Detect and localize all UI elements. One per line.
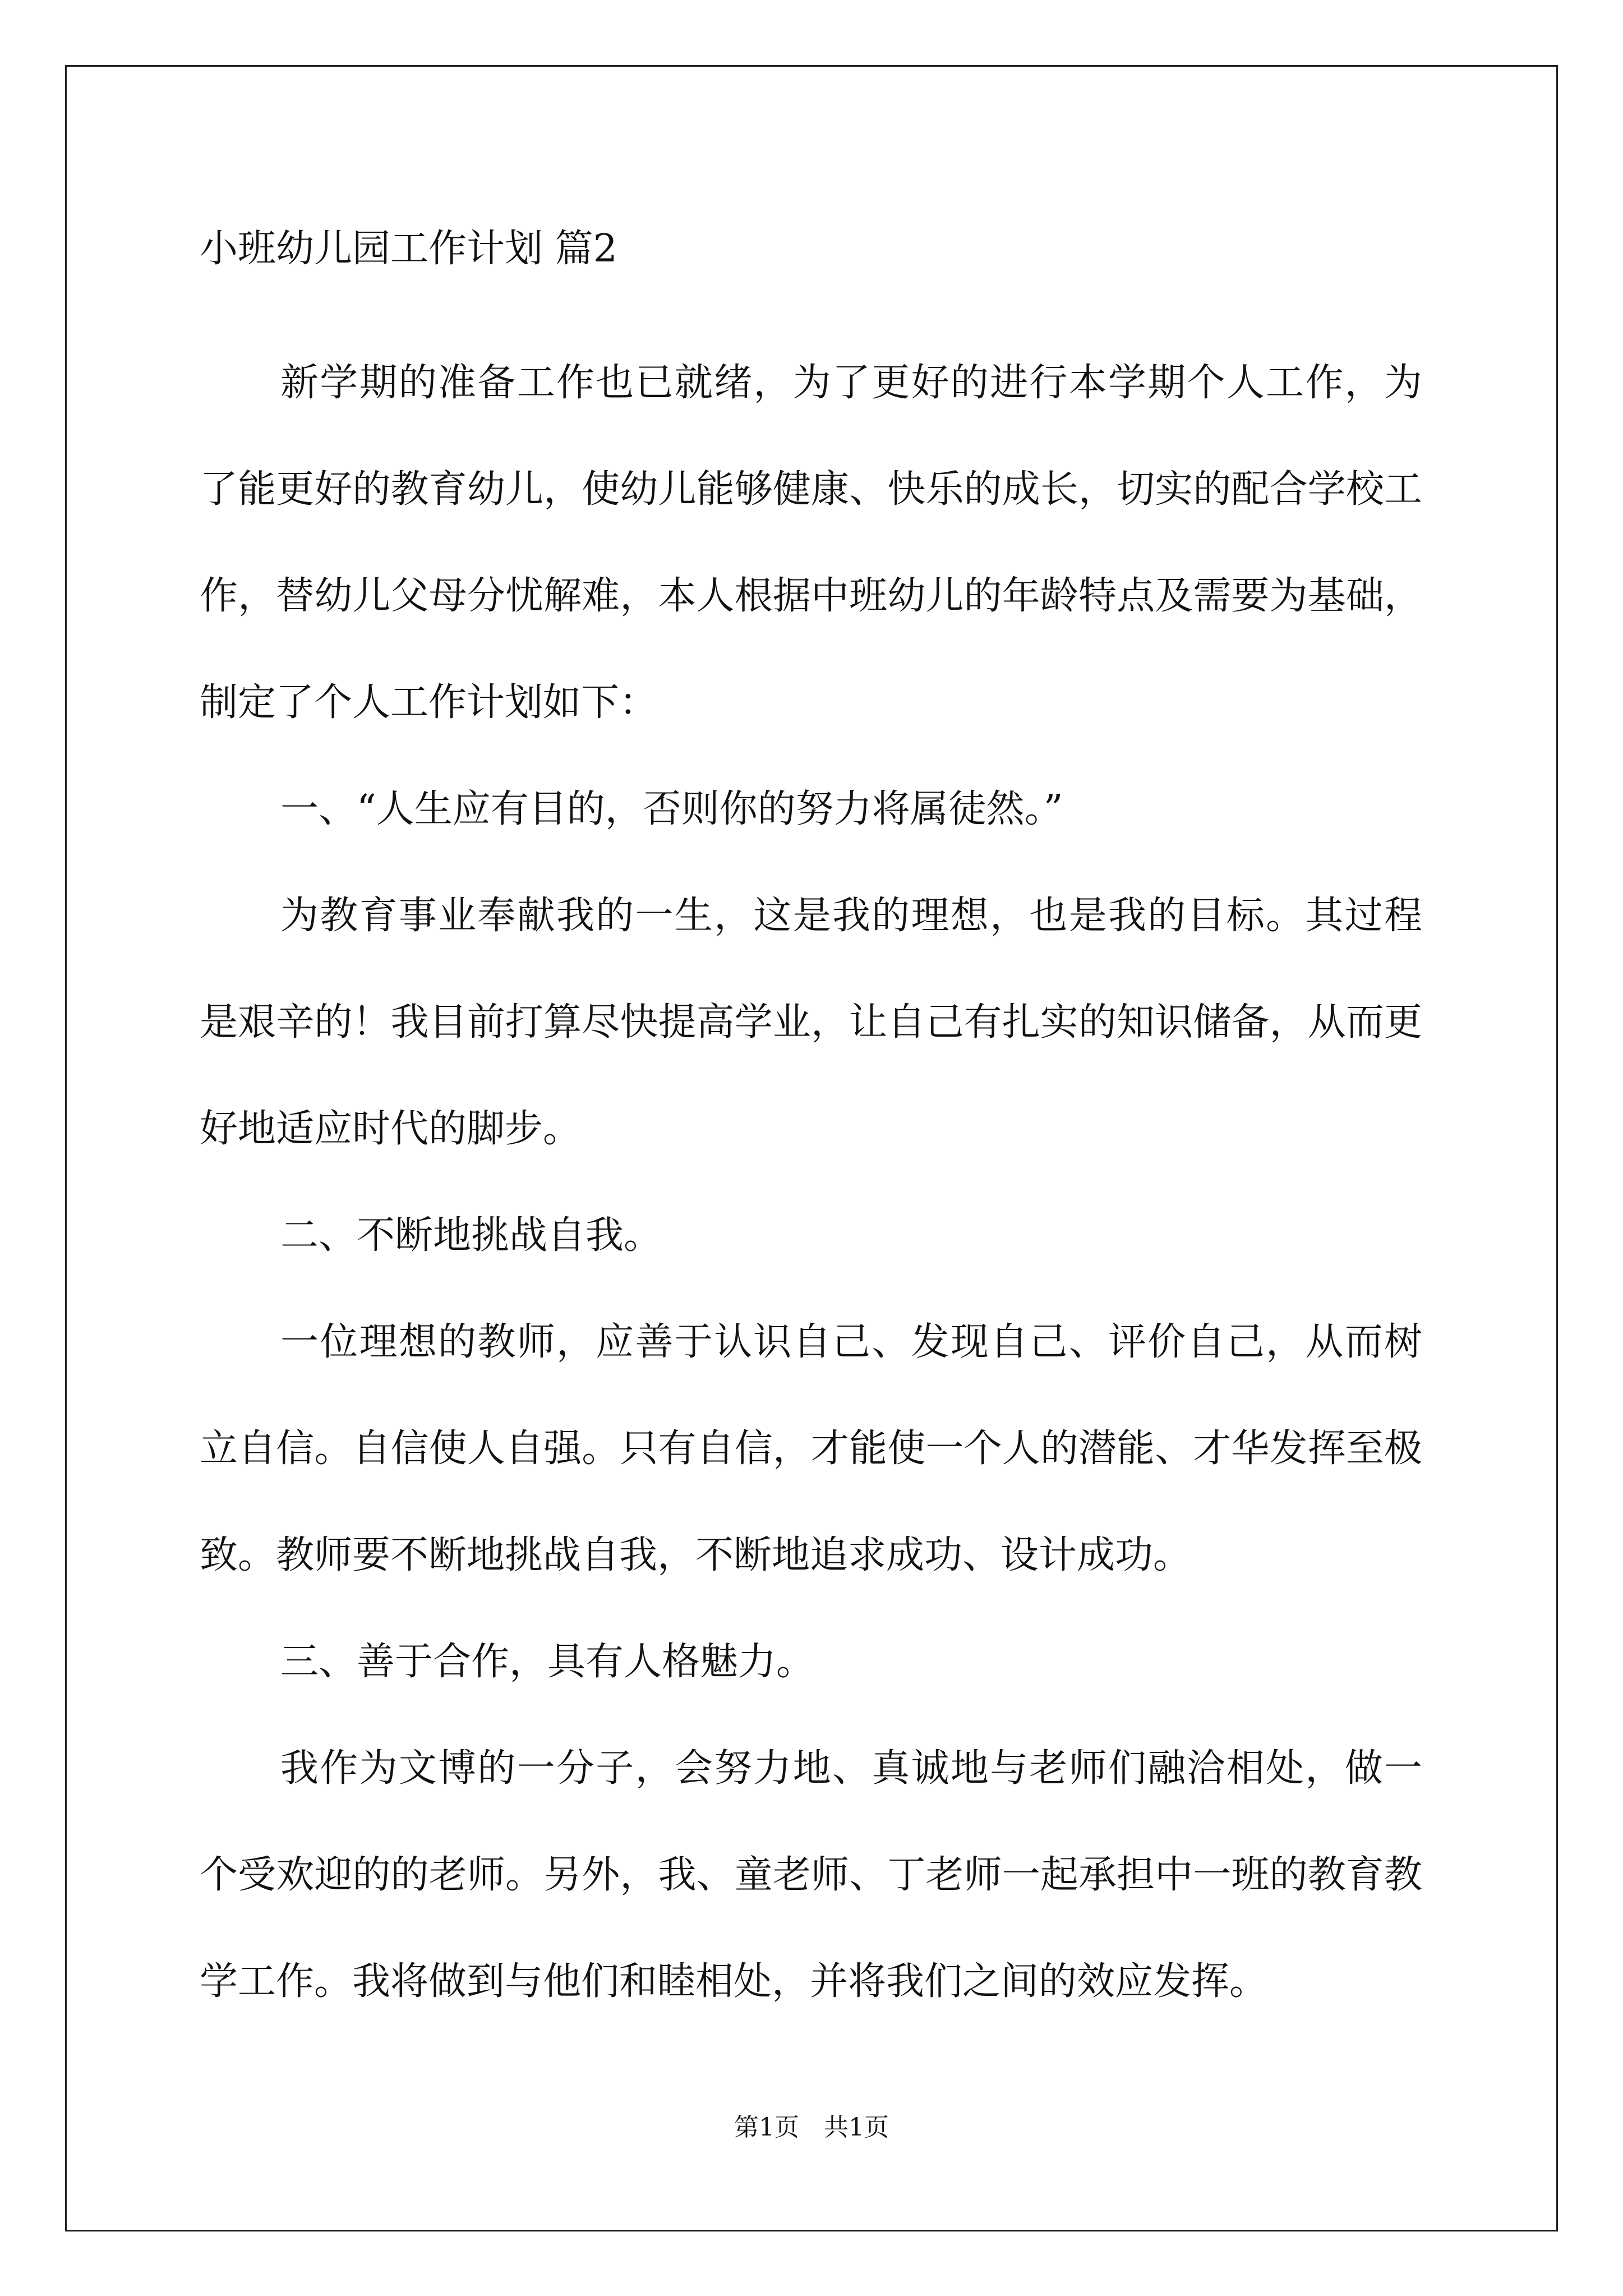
- paragraph-cooperation: 我作为文博的一分子，会努力地、真诚地与老师们融洽相处，做一个受欢迎的的老师。另外，我、童老师、丁老师一起承担中一班的教育教学工作。我将做到与他们和睦相处，并将我们之间的效应发挥。: [200, 1746, 1422, 2004]
- page-number-footer: 第1页 共1页: [734, 2113, 889, 2142]
- paragraph-self-challenge: 一位理想的教师，应善于认识自己、发现自己、评价自己，从而树立自信。自信使人自强。只有自信，才能使一个人的潜能、才华发挥至极致。教师要不断地挑战自我，不断地追求成功、设计成功。: [200, 1320, 1422, 1577]
- section-heading-2: 二、不断地挑战自我。: [280, 1213, 662, 1258]
- document-title: 小班幼儿园工作计划 篇2: [200, 227, 617, 271]
- section-heading-3: 三、善于合作，具有人格魅力。: [280, 1640, 815, 1684]
- paragraph-intro: 新学期的准备工作也已就绪，为了更好的进行本学期个人工作，为了能更好的教育幼儿，使幼儿能够健康、快乐的成长，切实的配合学校工作，替幼儿父母分忧解难，本人根据中班幼儿的年龄特点及需要为基础，制定了个人工作计划如下：: [200, 361, 1422, 725]
- document-body: [200, 224, 1422, 2035]
- section-heading-1: 一、“人生应有目的，否则你的努力将属徒然。”: [280, 787, 1063, 831]
- paragraph-goal: 为教育事业奉献我的一生，这是我的理想，也是我的目标。其过程是艰辛的！我目前打算尽快提高学业，让自己有扎实的知识储备，从而更好地适应时代的脚步。: [200, 894, 1422, 1151]
